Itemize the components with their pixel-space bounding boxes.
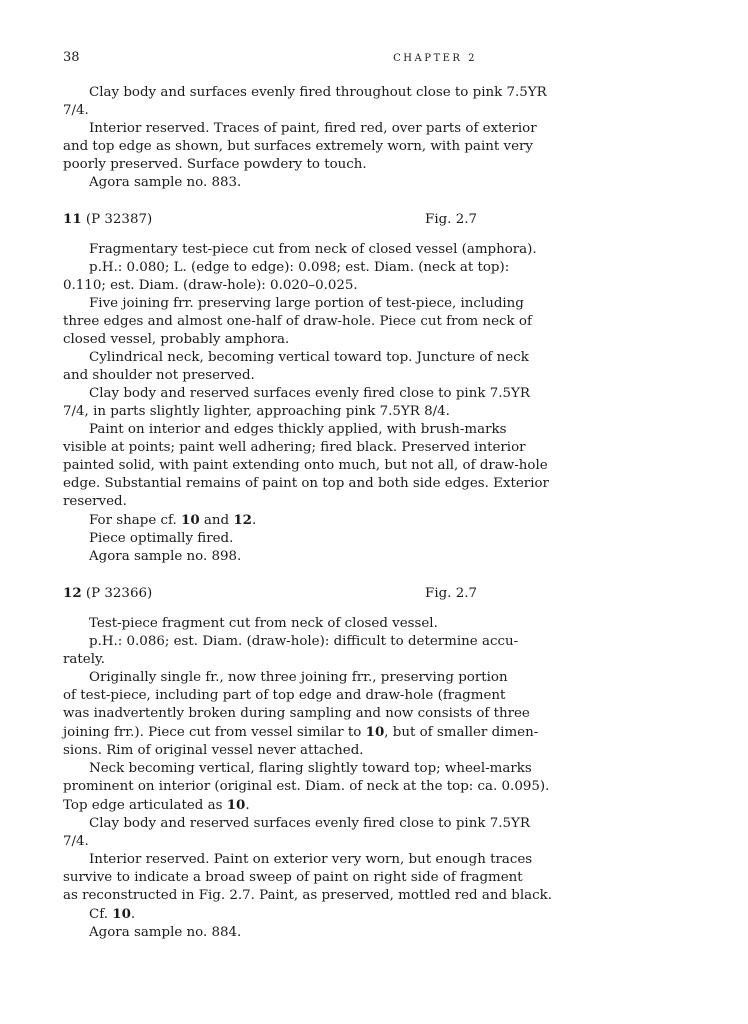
entry-12-figure-ref: Fig. 2.7 xyxy=(425,586,477,601)
entry-11-body xyxy=(63,241,549,566)
entry-12-inventory: (P 32366) xyxy=(85,586,153,601)
entry-12-line: Clay body and reserved surfaces evenly fired close to pink 7.5YR xyxy=(89,816,530,831)
entry-12-line: Neck becoming vertical, flaring slightly toward top; wheel-marks xyxy=(89,761,532,776)
entry-12-line: was inadvertently broken during sampling and now consists of three xyxy=(63,706,530,721)
entry-12-line: 7/4. xyxy=(63,834,89,849)
entry-11-id xyxy=(63,210,152,229)
entry-11-line: closed vessel, probably amphora. xyxy=(63,332,290,347)
entry-12-body xyxy=(63,615,552,942)
entry-11-line: and shoulder not preserved. xyxy=(63,368,255,383)
entry-12-line: Test-piece fragment cut from neck of closed vessel. xyxy=(89,616,438,631)
intro-para-clay-cont: 7/4. xyxy=(63,103,89,118)
entry-11-line: edge. Substantial remains of paint on top and both side edges. Exterior xyxy=(63,476,549,491)
entry-12-line: survive to indicate a broad sweep of paint on right side of fragment xyxy=(63,870,523,885)
cross-ref-10: 10 xyxy=(365,724,385,740)
entry-11-figure-ref: Fig. 2.7 xyxy=(425,212,477,227)
entry-12-line: prominent on interior (original est. Diam. of neck at the top: ca. 0.095). xyxy=(63,779,550,794)
entry-11-line: 7/4, in parts slightly lighter, approaching pink 7.5YR 8/4. xyxy=(63,404,450,419)
intro-line: poorly preserved. Surface powdery to touch. xyxy=(63,157,367,172)
entry-12-line: Interior reserved. Paint on exterior very worn, but enough traces xyxy=(89,852,533,867)
page-number: 38 xyxy=(63,50,80,65)
cross-ref-10: 10 xyxy=(181,512,200,528)
intro-para-interior: Interior reserved. Traces of paint, fired red, over parts of exterior xyxy=(89,121,537,136)
intro-sample: Agora sample no. 883. xyxy=(89,175,242,190)
entry-12-heading xyxy=(63,584,477,603)
entry-11-line: 0.110; est. Diam. (draw-hole): 0.020–0.025. xyxy=(63,278,358,293)
entry-12-line: Originally single fr., now three joining frr., preserving portion xyxy=(89,670,508,685)
entry-12-id xyxy=(63,584,152,603)
entry-12-number: 12 xyxy=(63,585,82,601)
entry-11-sample: Agora sample no. 898. xyxy=(89,549,242,564)
entry-11-line: painted solid, with paint extending onto much, but not all, of draw-hole xyxy=(63,458,548,473)
page xyxy=(63,50,552,942)
entry-11-line: reserved. xyxy=(63,494,127,509)
cross-ref-10: 10 xyxy=(226,797,246,813)
entry-11-line: Five joining frr. preserving large portion of test-piece, including xyxy=(89,296,524,311)
running-head xyxy=(63,50,477,72)
entry-12-line: rately. xyxy=(63,652,106,667)
intro-para-clay: Clay body and surfaces evenly fired throughout close to pink 7.5YR xyxy=(89,85,547,100)
entry-12-sample: Agora sample no. 884. xyxy=(89,925,242,940)
entry-11-line: Paint on interior and edges thickly applied, with brush-marks xyxy=(89,422,507,437)
entry-12-similar-ref: joining frr.). Piece cut from vessel similar to 10, but of smaller dimen- xyxy=(63,724,539,740)
cross-ref-10: 10 xyxy=(112,906,131,922)
entry-11-line: visible at points; paint well adhering; fired black. Preserved interior xyxy=(63,440,526,455)
entry-12-line: of test-piece, including part of top edge and draw-hole (fragment xyxy=(63,688,506,703)
entry-12-line: sions. Rim of original vessel never attached. xyxy=(63,743,364,758)
entry-12-line: p.H.: 0.086; est. Diam. (draw-hole): difficult to determine accu- xyxy=(89,634,519,649)
entry-11-number: 11 xyxy=(63,211,82,227)
entry-12-articulated-ref: Top edge articulated as 10. xyxy=(63,797,250,813)
intro-block xyxy=(63,84,547,192)
entry-11-line: Fragmentary test-piece cut from neck of closed vessel (amphora). xyxy=(89,242,537,257)
entry-11-line: Clay body and reserved surfaces evenly fired close to pink 7.5YR xyxy=(89,386,530,401)
chapter-label: CHAPTER 2 xyxy=(393,53,477,64)
entry-11-shape-ref: For shape cf. 10 and 12. xyxy=(89,512,257,528)
cross-ref-12: 12 xyxy=(233,512,252,528)
entry-11-inventory: (P 32387) xyxy=(85,212,153,227)
entry-11-line: Piece optimally fired. xyxy=(89,531,234,546)
entry-11-line: three edges and almost one-half of draw-hole. Piece cut from neck of xyxy=(63,314,532,329)
entry-11-line: Cylindrical neck, becoming vertical toward top. Juncture of neck xyxy=(89,350,529,365)
entry-12-line: as reconstructed in Fig. 2.7. Paint, as preserved, mottled red and black. xyxy=(63,888,552,903)
entry-11-heading xyxy=(63,210,477,229)
intro-line: and top edge as shown, but surfaces extremely worn, with paint very xyxy=(63,139,533,154)
entry-11-line: p.H.: 0.080; L. (edge to edge): 0.098; est. Diam. (neck at top): xyxy=(89,260,510,275)
entry-12-cf-ref: Cf. 10. xyxy=(89,906,136,922)
